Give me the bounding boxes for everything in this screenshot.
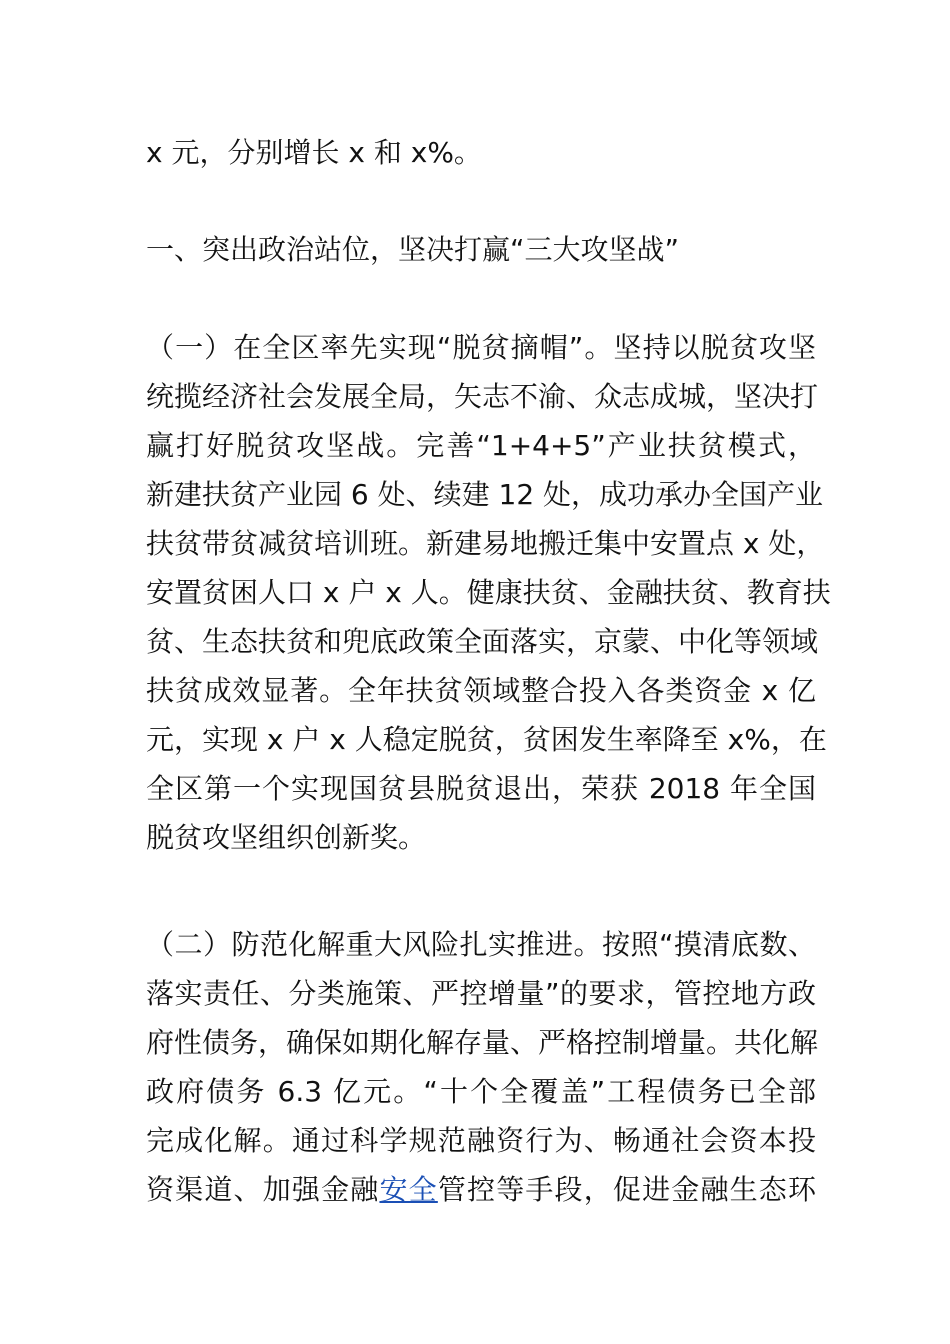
text-line: 贫、生态扶贫和兜底政策全面落实，京蒙、中化等领域	[146, 625, 819, 658]
text-line: 安置贫困人口 x 户 x 人。健康扶贫、金融扶贫、教育扶	[146, 576, 831, 609]
text-line: 全区第一个实现国贫县脱贫退出，荣获 2018 年全国	[146, 772, 816, 805]
text-line: 脱贫攻坚组织创新奖。	[146, 821, 427, 854]
text-line: 落实责任、分类施策、严控增量”的要求，管控地方政	[146, 977, 816, 1010]
text-line: 新建扶贫产业园 6 处、续建 12 处，成功承办全国产业	[146, 478, 824, 511]
section-1-paragraph	[146, 323, 831, 862]
text-line: （二）防范化解重大风险扎实推进。按照“摸清底数、	[146, 928, 816, 961]
text-line: （一）在全区率先实现“脱贫摘帽”。坚持以脱贫攻坚	[146, 331, 816, 364]
intro-paragraph	[146, 128, 816, 177]
text-line: 政府债务 6.3 亿元。“十个全覆盖”工程债务已全部	[146, 1075, 816, 1108]
text-line: x 元，分别增长 x 和 x%。	[146, 136, 482, 169]
section-heading	[146, 225, 816, 274]
text-line: 府性债务，确保如期化解存量、严格控制增量。共化解	[146, 1026, 819, 1059]
text-line-with-link	[146, 1165, 816, 1214]
section-2-paragraph	[146, 920, 819, 1214]
text-line: 扶贫成效显著。全年扶贫领域整合投入各类资金 x 亿	[146, 674, 816, 707]
heading-text: 一、突出政治站位，坚决打赢“三大攻坚战”	[146, 233, 680, 266]
text-line: 完成化解。通过科学规范融资行为、畅通社会资本投	[146, 1124, 816, 1157]
text-segment: 管控等手段，促进金融生态环	[437, 1173, 816, 1206]
security-link[interactable]: 安全	[379, 1173, 438, 1206]
text-line: 元，实现 x 户 x 人稳定脱贫，贫困发生率降至 x%，在	[146, 723, 827, 756]
text-line: 扶贫带贫减贫培训班。新建易地搬迁集中安置点 x 处，	[146, 527, 825, 560]
text-line: 统揽经济社会发展全局，矢志不渝、众志成城，坚决打	[146, 380, 819, 413]
text-line: 赢打好脱贫攻坚战。完善“1+4+5”产业扶贫模式，	[146, 429, 816, 462]
text-segment: 资渠道、加强金融	[146, 1173, 380, 1206]
